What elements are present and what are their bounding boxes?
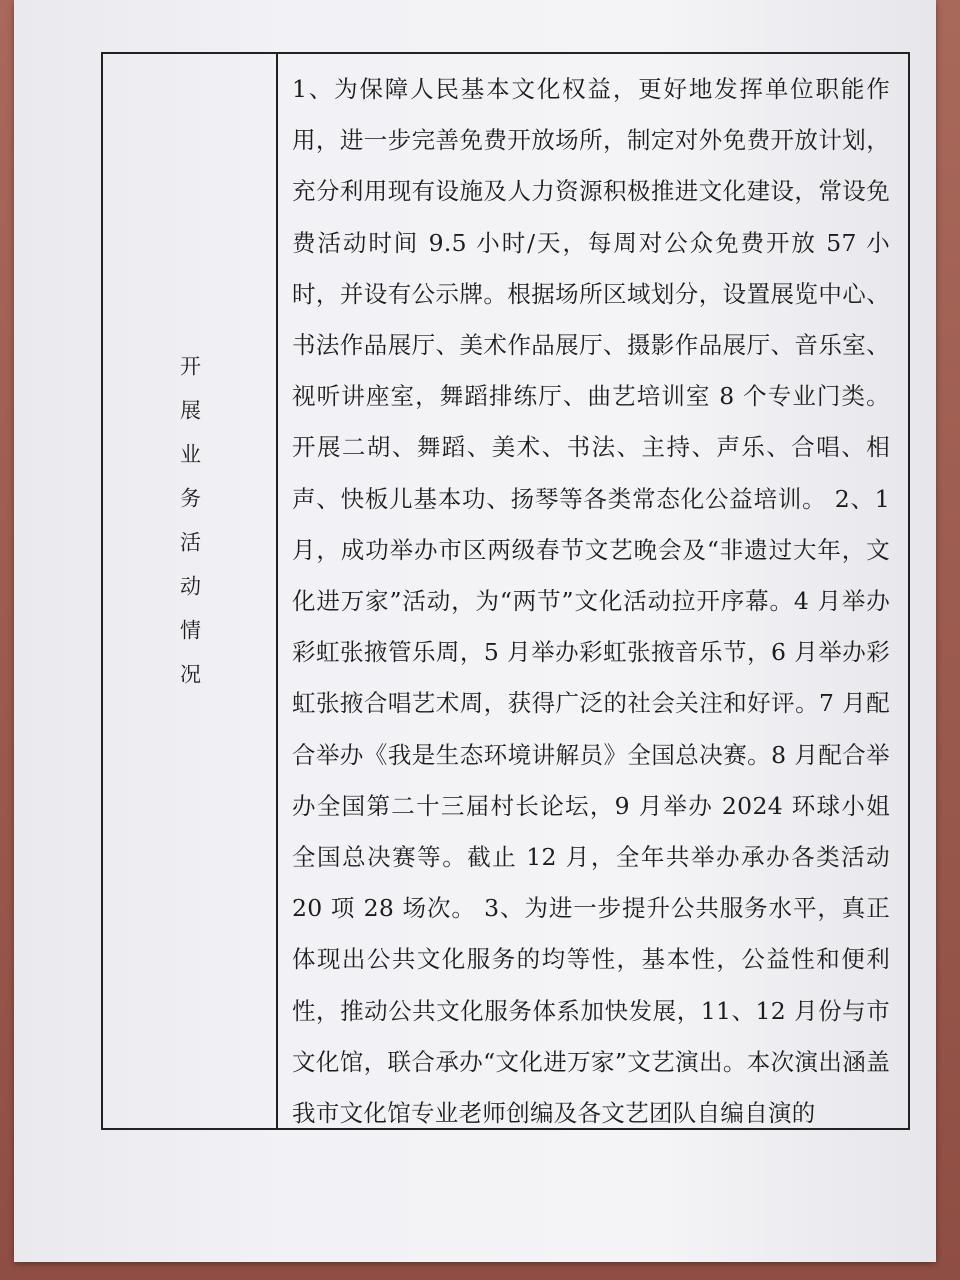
content-cell (278, 54, 908, 1128)
row-label: 开展业务活动情况 (177, 355, 202, 707)
activity-description: 1、为保障人民基本文化权益，更好地发挥单位职能作用，进一步完善免费开放场所，制定对外免费开放计划，充分利用现有设施及人力资源积极推进文化建设，常设免费活动时间 9.5 小时/天，每周对公众免费开放 57 小时，并设有公示牌。根据场所区域划分，设置展览中心、书法作品展厅、美术作品展厅、摄影作品展厅、音乐室、视听讲座室，舞蹈排练厅、曲艺培训室 8 个专业门类。开展二胡、舞蹈、美术、书法、主持、声乐、合唱、相声、快板儿基本功、扬琴等各类常态化公益培训。 2、1 月，成功举办市区两级春节文艺晚会及“非遗过大年，文化进万家”活动，为“两节”文化活动拉开序幕。4 月举办彩虹张掖管乐周，5 月举办彩虹张掖音乐节，6 月举办彩虹张掖合唱艺术周，获得广泛的社会关注和好评。7 月配合举办《我是生态环境讲解员》全国总决赛。8 月配合举办全国第二十三届村长论坛，9 月举办 2024 环球小姐全国总决赛等。截止 12 月，全年共举办承办各类活动 20 项 28 场次。 3、为进一步提升公共服务水平，真正体现出公共文化服务的均等性，基本性，公益性和便利性，推动公共文化服务体系加快发展，11、12 月份与市文化馆，联合承办“文化进万家”文艺演出。本次演出涵盖我市文化馆专业老师创编及各文艺团队自编自演的 (292, 75, 890, 1128)
form-table (101, 52, 910, 1130)
label-cell (103, 54, 278, 1128)
